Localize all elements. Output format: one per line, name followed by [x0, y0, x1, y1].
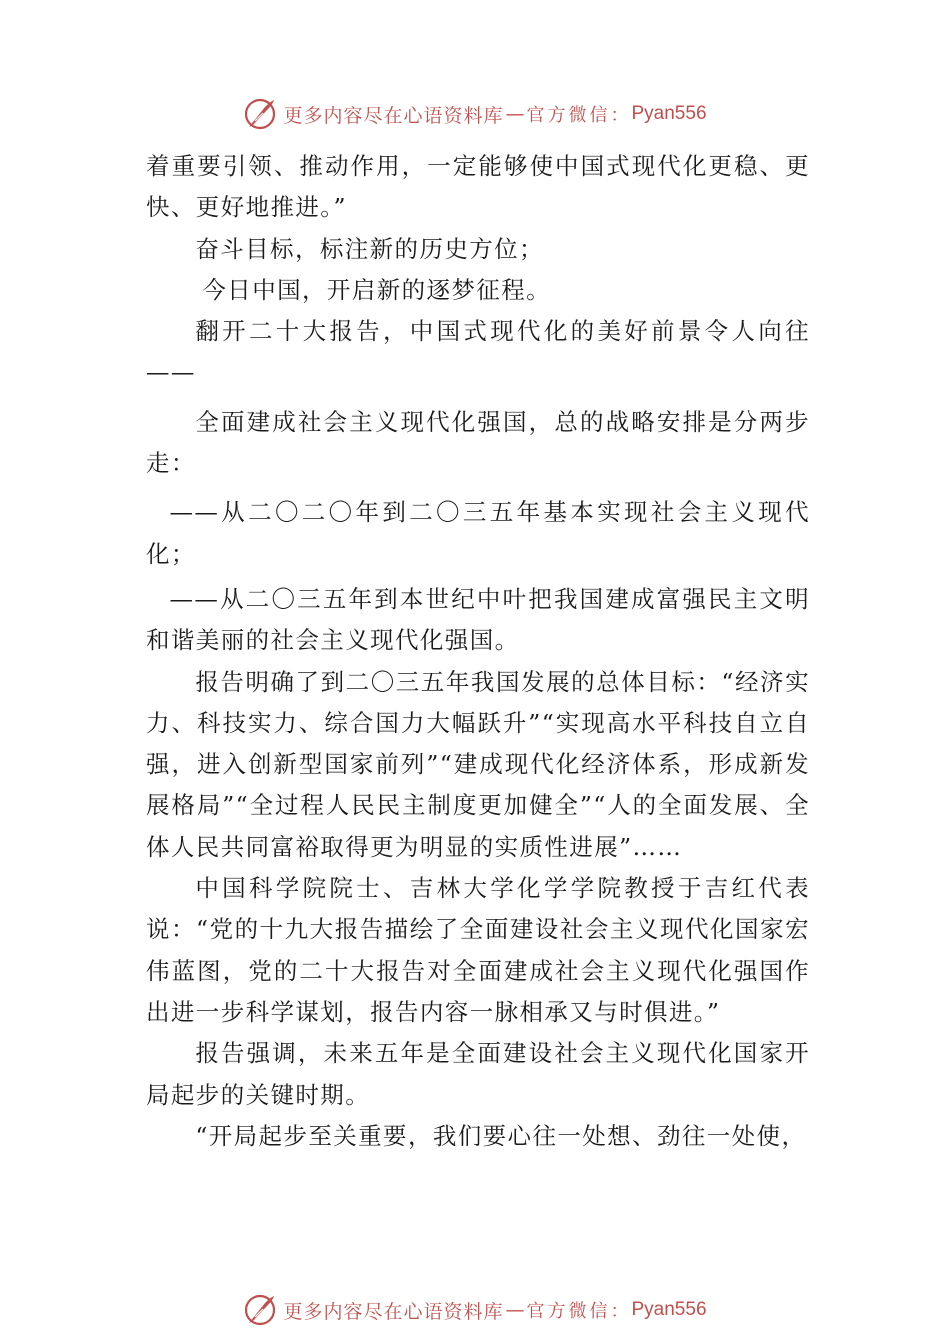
- watermark-footer: [0, 1290, 950, 1330]
- paragraph: 全面建成社会主义现代化强国，总的战略安排是分两步走：: [146, 407, 810, 478]
- paragraph: ——从二〇二〇年到二〇三五年基本实现社会主义现代化；: [146, 498, 810, 568]
- paragraph: “开局起步至关重要，我们要心往一处想、劲往一处使，: [195, 1121, 807, 1150]
- wechat-id: Pyan556: [631, 103, 707, 124]
- quill-logo-icon: [243, 1293, 277, 1327]
- paragraph: 今日中国，开启新的逐梦征程。: [202, 275, 551, 304]
- wechat-label: 官方微信：: [526, 1301, 632, 1322]
- paragraph: 奋斗目标，标注新的历史方位；: [195, 234, 544, 263]
- paragraph: 中国科学院院士、吉林大学化学学院教授于吉红代表说：“党的十九大报告描绘了全面建设社会主义现代化国家宏伟蓝图，党的二十大报告对全面建成社会主义现代化强国作出进一步科学谋划，报告内容一脉相承又与时俱进。”: [146, 874, 810, 1026]
- watermark-text: 更多内容尽在心语资料库: [283, 1300, 504, 1323]
- watermark-separator: —: [505, 1299, 525, 1321]
- paragraph: 报告强调，未来五年是全面建设社会主义现代化国家开局起步的关键时期。: [146, 1039, 810, 1109]
- quill-logo-icon: [243, 97, 277, 131]
- document-body: [146, 146, 810, 1157]
- paragraph: 着重要引领、推动作用，一定能够使中国式现代化更稳、更快、更好地推进。”: [146, 152, 810, 222]
- paragraph: 报告明确了到二〇三五年我国发展的总体目标：“经济实力、科技实力、综合国力大幅跃升”“实现高水平科技自立自强，进入创新型国家前列”“建成现代化经济体系，形成新发展格局”“全过程人民民主制度更加健全”“人的全面发展、全体人民共同富裕取得更为明显的实质性进展”……: [146, 667, 810, 861]
- watermark-text: 更多内容尽在心语资料库: [283, 104, 504, 127]
- wechat-label: 官方微信：: [526, 105, 632, 126]
- watermark-separator: —: [505, 103, 525, 125]
- watermark-header: [0, 94, 950, 134]
- paragraph: ——从二〇三五年到本世纪中叶把我国建成富强民主文明和谐美丽的社会主义现代化强国。: [146, 584, 810, 655]
- paragraph: 翻开二十大报告，中国式现代化的美好前景令人向往——: [146, 317, 810, 387]
- wechat-id: Pyan556: [631, 1299, 707, 1320]
